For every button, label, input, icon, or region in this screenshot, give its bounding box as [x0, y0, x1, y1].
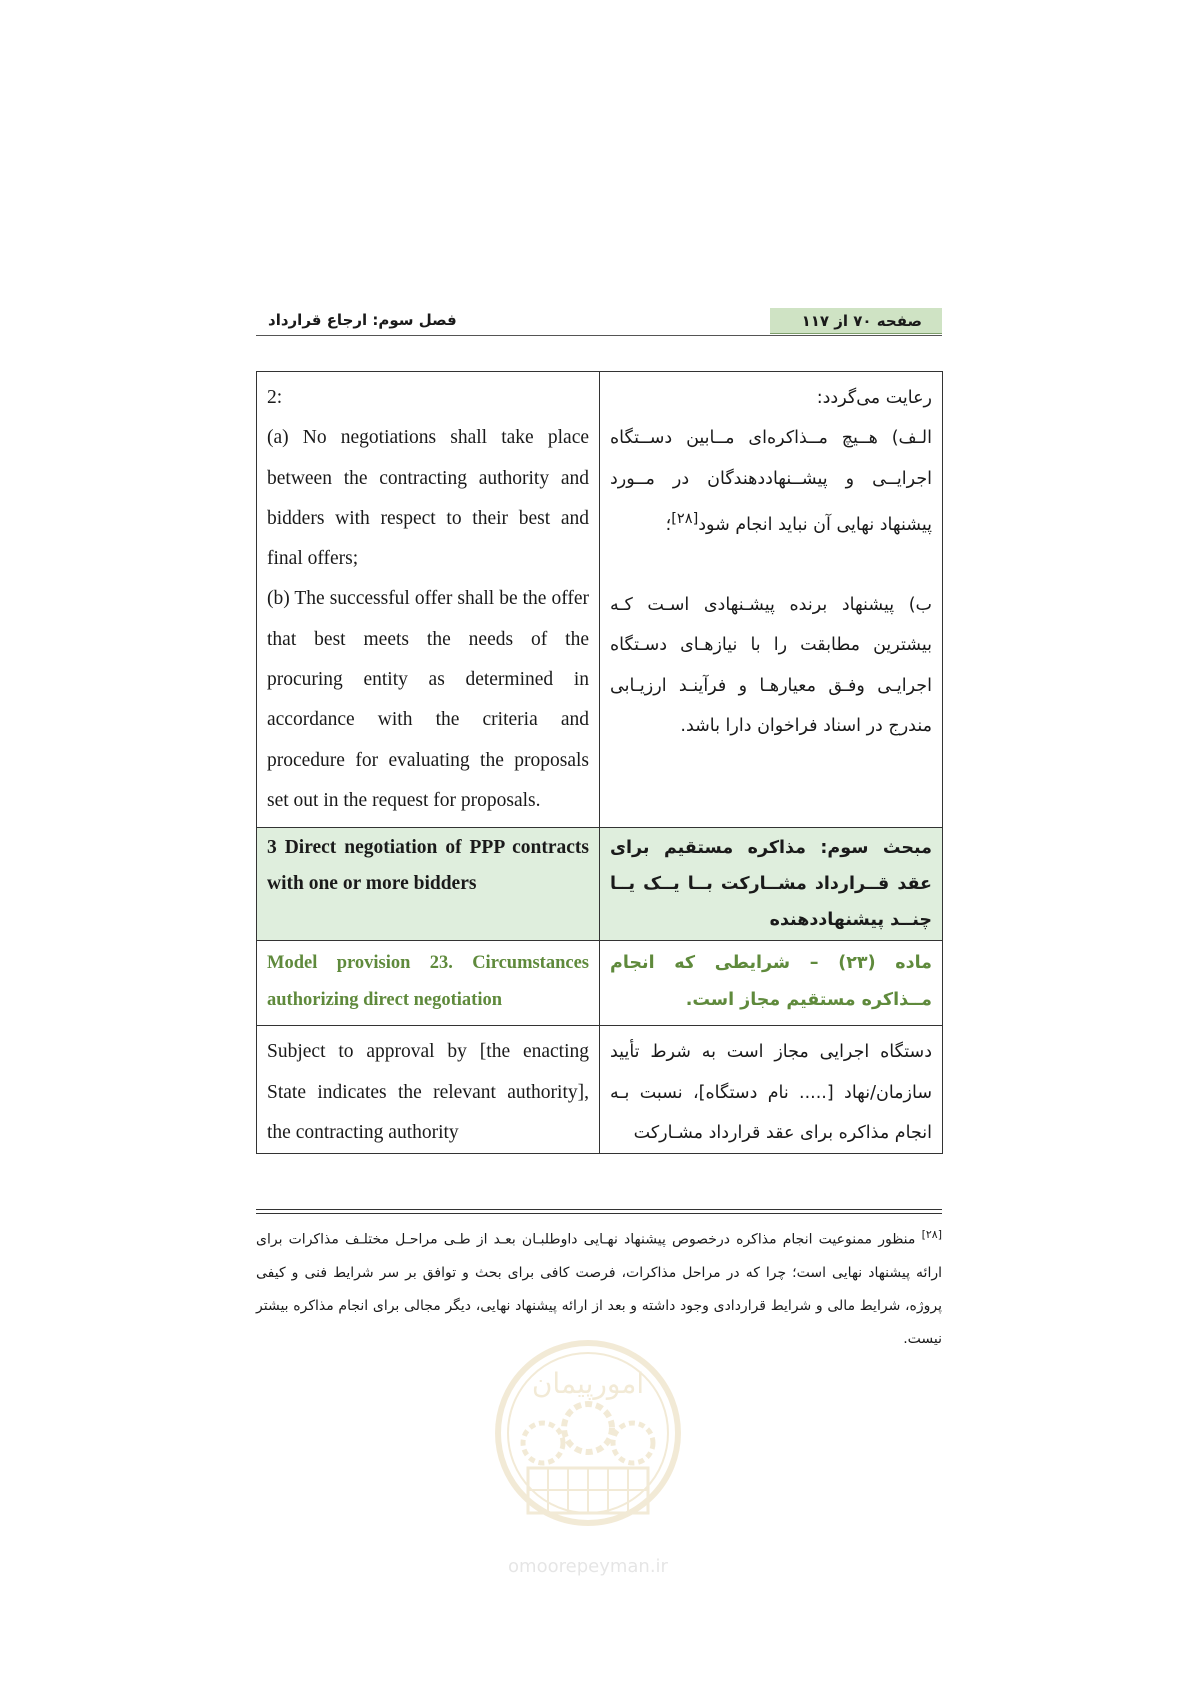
paragraph-alef-text: الـف) هــیچ مــذاکره‌ای مــابین دســتگاه اجرایــی و پیشــنهاددهندگان در مــورد پیشنهاد نهایی آن نباید انجام شود	[610, 428, 932, 535]
bilingual-table	[256, 371, 943, 1154]
section-heading-fa: مبحث سوم: مذاکره مستقیم برای عقد قــرارداد مشــارکت بــا یــک یــا چنــد پیشنهاددهنده	[600, 828, 943, 941]
logo-lettering: امورپیمان	[531, 1367, 645, 1400]
paragraph-a: (a) No negotiations shall take place between the contracting authority and bidders with respect to their best and final offers;	[267, 427, 589, 570]
model-provision-row	[257, 941, 943, 1026]
section-heading-en: 3 Direct negotiation of PPP contracts with one or more bidders	[257, 828, 600, 941]
paragraph-alef	[610, 418, 932, 545]
footnote-reference[interactable]: [۲۸]	[671, 509, 699, 527]
section-heading-row	[257, 828, 943, 941]
model-provision-fa: ماده (۲۳) – شرایطی که انجام مــذاکره مستقیم مجاز است.	[600, 941, 943, 1026]
gear-logo-icon	[488, 1318, 688, 1548]
spacer	[610, 545, 932, 585]
footnote-marker: [۲۸]	[921, 1228, 942, 1241]
english-cell	[257, 372, 600, 828]
table-row	[257, 1026, 943, 1154]
english-cell: Subject to approval by [the enacting State indicates the relevant authority], the contracting authority	[257, 1026, 600, 1154]
footnote-divider	[256, 1209, 942, 1210]
persian-cell: دستگاه اجرایی مجاز است به شرط تأیید سازمان/نهاد [..... نام دستگاه]، نسبت بـه انجام مذاکره برای عقد قرارداد مشـارکت	[600, 1026, 943, 1154]
watermark-site: omoorepeyman.ir	[508, 1556, 668, 1577]
table-row	[257, 372, 943, 828]
paragraph-alef-punct: ؛	[665, 514, 672, 535]
paragraph-item-label: 2:	[267, 387, 283, 408]
watermark-logo	[488, 1318, 688, 1578]
persian-cell	[600, 372, 943, 828]
page-number: صفحه ۷۰ از ۱۱۷	[770, 308, 942, 334]
paragraph-b: (b) The successful offer shall be the offer that best meets the needs of the procuring entity as determined in accordance with the criteria and procedure for evaluating the proposals set out in the request for proposals.	[267, 588, 589, 811]
footnote-text: منظور ممنوعیت انجام مذاکره درخصوص پیشنهاد نهـایی داوطلبـان بعـد از طـی مراحـل مختلـف مذاکرات برای ارائه پیشنهاد نهایی است؛ چرا که در مراحل مذاکرات، فرصت کافی برای بحث و توافق بر سر شرایط فنی و کیفی پروژه، شرایط مالی و شرایط قراردادی وجود داشته و بعد از ارائه پیشنهاد نهایی، دیگر مجالی برای انجام مذاکره بیشتر نیست.	[256, 1231, 942, 1347]
chapter-title: فصل سوم: ارجاع قرارداد	[268, 311, 457, 329]
model-provision-en: Model provision 23. Circumstances authorizing direct negotiation	[257, 941, 600, 1026]
page-header	[256, 308, 942, 336]
footnote-divider	[256, 1213, 942, 1214]
paragraph-intro: رعایت می‌گردد:	[816, 388, 932, 408]
paragraph-be: ب) پیشنهاد برنده پیشـنهادی اسـت کـه بیشترین مطابقت را با نیازهـای دسـتگاه اجرایـی وفـق معیارهـا و فرآینـد ارزیـابی مندرج در اسناد فراخوان دارا باشد.	[610, 595, 932, 736]
